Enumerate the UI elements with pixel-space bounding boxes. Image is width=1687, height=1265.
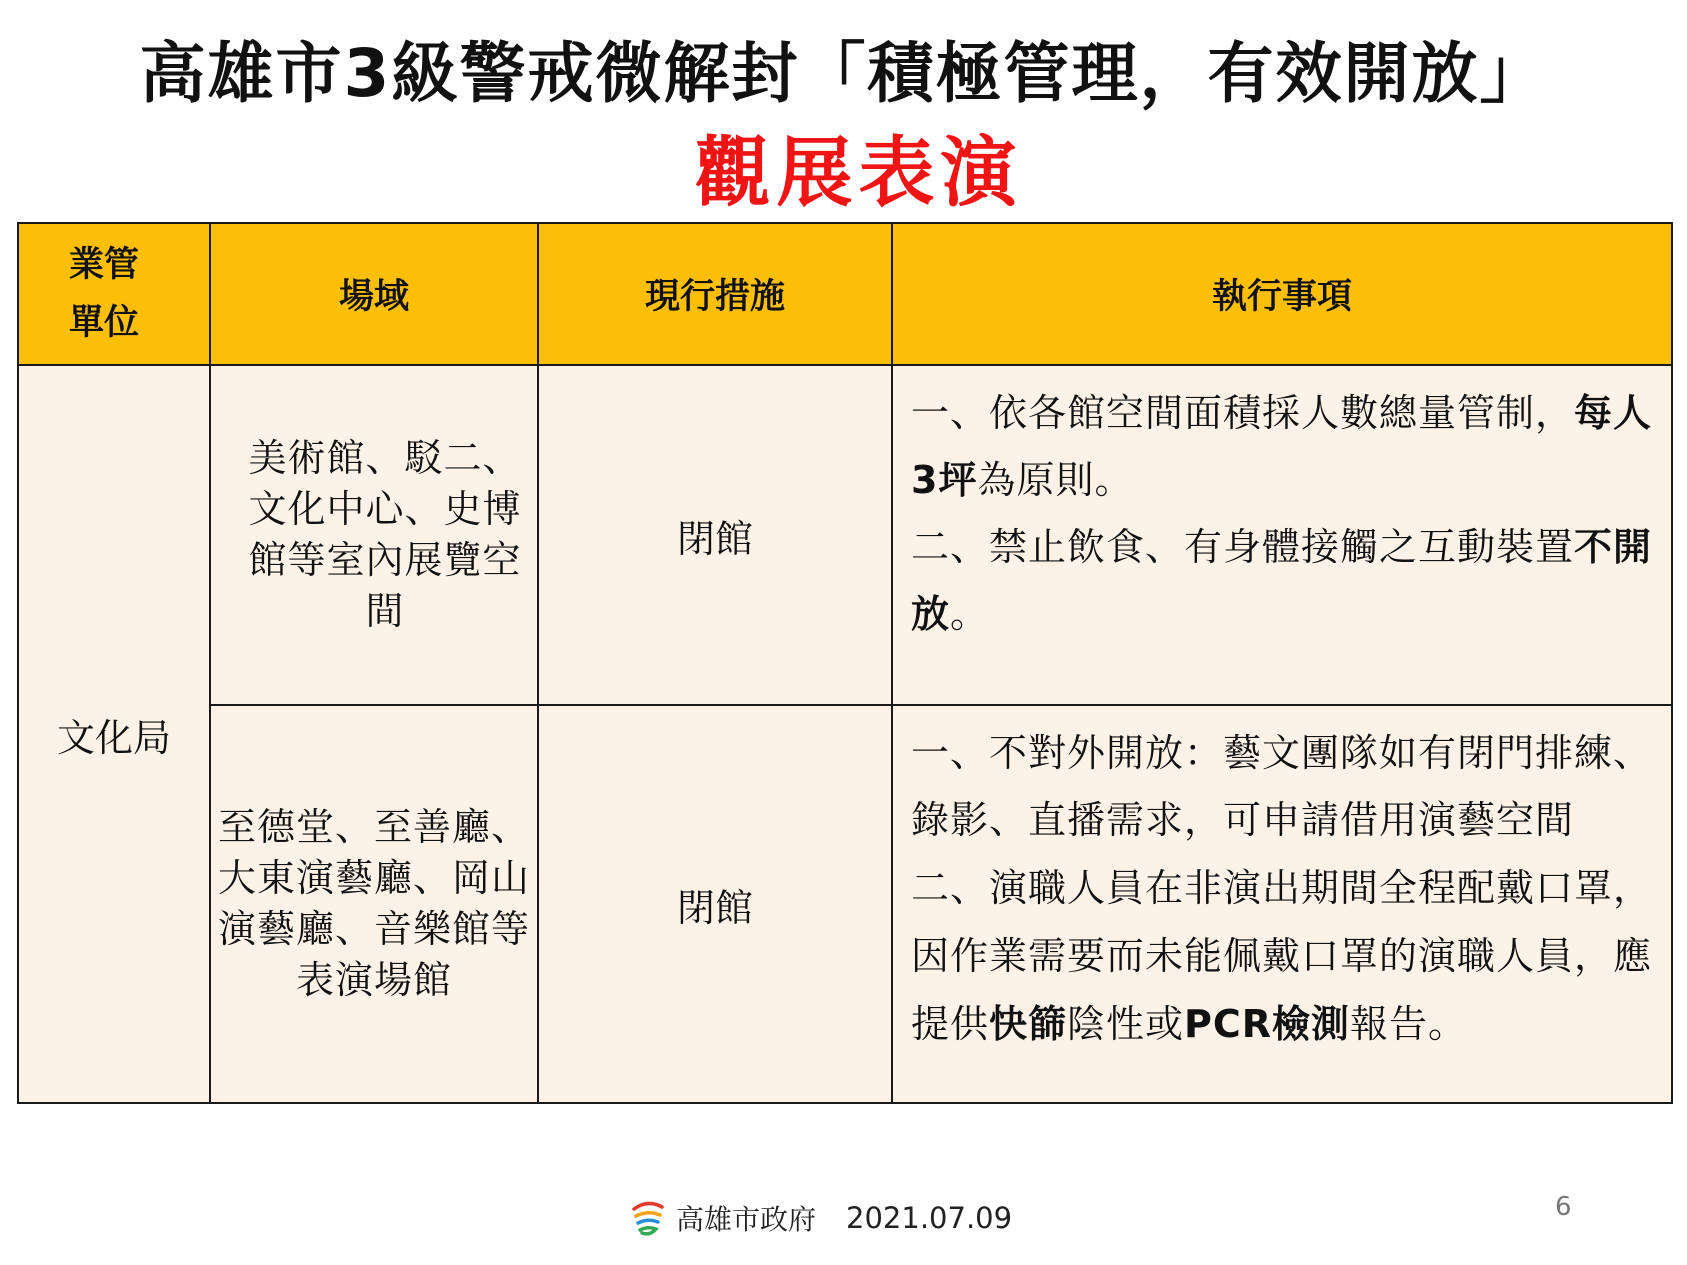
slide-title: 高雄市3級警戒微解封「積極管理，有效開放」 — [139, 35, 1548, 112]
header-venue: 場域 — [210, 223, 538, 365]
measures-table — [17, 222, 1673, 1104]
measure-cell: 閉館 — [538, 705, 892, 1103]
kaohsiung-logo-icon — [630, 1199, 666, 1237]
measure-cell: 閉館 — [538, 365, 892, 705]
items-cell — [892, 705, 1672, 1103]
items-cell — [892, 365, 1672, 705]
header-unit: 業管 單位 — [18, 223, 210, 365]
slide-subtitle: 觀展表演 — [694, 128, 1023, 217]
header-measure: 現行措施 — [538, 223, 892, 365]
unit-cell: 文化局 — [18, 365, 210, 1103]
footer-date: 2021.07.09 — [846, 1201, 1013, 1235]
table-header-row — [18, 223, 1672, 365]
item-1: 一、依各館空間面積採人數總量管制，每人3坪為原則。 — [911, 391, 1653, 502]
footer-org: 高雄市政府 — [676, 1203, 817, 1236]
page-number: 6 — [1555, 1192, 1572, 1222]
item-2: 二、禁止飲食、有身體接觸之互動裝置不開放。 — [911, 525, 1653, 636]
footer — [630, 1198, 1012, 1238]
header-items: 執行事項 — [892, 223, 1672, 365]
table-row — [18, 365, 1672, 705]
table-row — [18, 705, 1672, 1103]
item-2: 二、演職人員在非演出期間全程配戴口罩，因作業需要而未能佩戴口罩的演職人員，應提供快篩陰性或PCR檢測報告。 — [911, 866, 1653, 1046]
venue-cell: 至德堂、至善廳、大東演藝廳、岡山演藝廳、音樂館等表演場館 — [210, 705, 538, 1103]
item-1: 一、不對外開放：藝文團隊如有閉門排練、錄影、直播需求，可申請借用演藝空間 — [911, 731, 1653, 842]
venue-cell: 美術館、駁二、文化中心、史博館等室內展覽空間 — [210, 365, 538, 705]
